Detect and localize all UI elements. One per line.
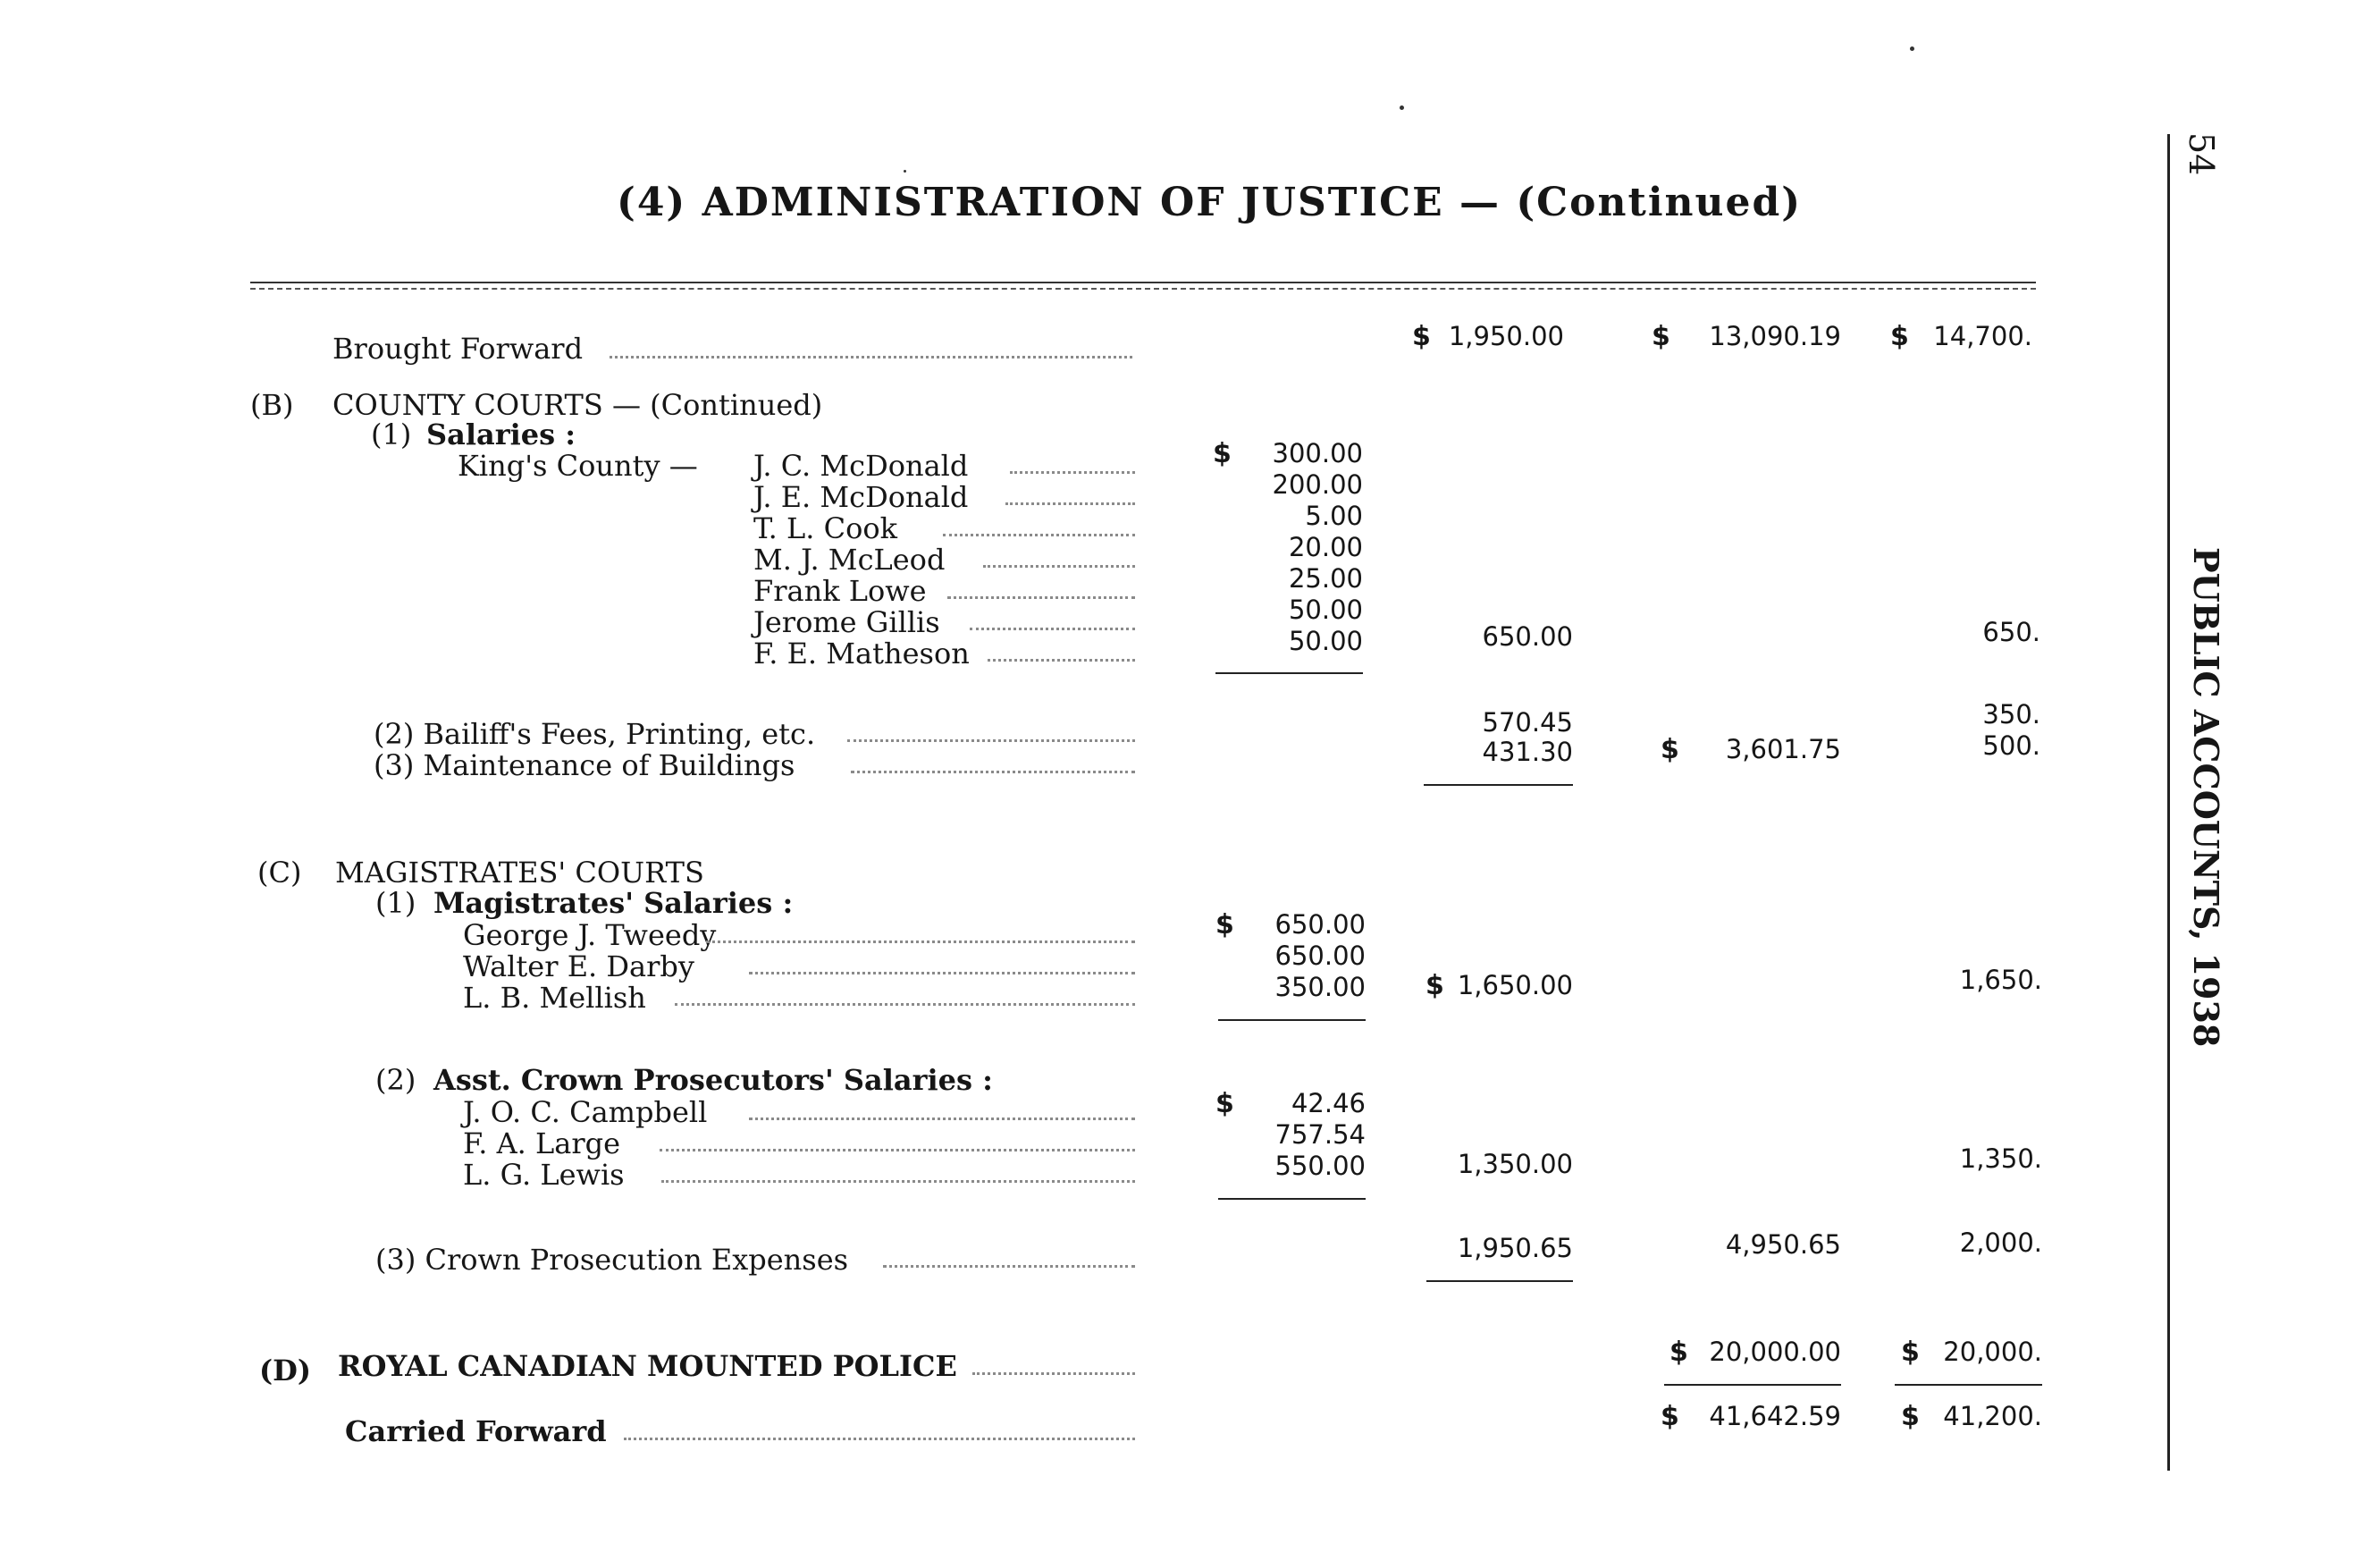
magistrate-amount: 650.00: [1274, 909, 1366, 940]
dollar-sign: $: [1213, 438, 1232, 469]
maintenance-amount: 431.30: [1482, 737, 1573, 767]
salary-name: J. C. McDonald: [753, 449, 969, 483]
dot-leader: [943, 534, 1135, 536]
dot-leader: [972, 1372, 1135, 1375]
section-d-letter: (D): [259, 1354, 312, 1388]
prosecutor-amount: 757.54: [1274, 1119, 1366, 1150]
section-b-sub1-title: Salaries :: [426, 418, 576, 451]
ink-speck: [1910, 46, 1914, 51]
prosecution-expenses-label: (3) Crown Prosecution Expenses: [375, 1243, 849, 1277]
section-b-total: 3,601.75: [1725, 734, 1841, 764]
dot-leader: [706, 940, 1135, 943]
magistrate-amount: 650.00: [1274, 940, 1366, 971]
salary-name: M. J. McLeod: [753, 543, 946, 577]
salary-name: Jerome Gillis: [753, 605, 940, 639]
dot-leader: [851, 771, 1135, 773]
magistrate-amount: 350.00: [1274, 972, 1366, 1002]
dot-leader: [661, 1180, 1135, 1183]
salary-amount: 50.00: [1288, 626, 1363, 656]
salaries-estimate: 650.: [1982, 617, 2040, 647]
header-rule-bottom: [250, 288, 2036, 290]
dot-leader: [675, 1003, 1135, 1006]
dollar-sign: $: [1652, 321, 1670, 352]
dollar-sign: $: [1901, 1401, 1920, 1432]
dot-leader: [988, 659, 1135, 662]
maintenance-label: (3) Maintenance of Buildings: [374, 748, 795, 782]
dot-leader: [947, 596, 1135, 599]
running-head: PUBLIC ACCOUNTS, 1938: [2186, 547, 2226, 1048]
dollar-sign: $: [1215, 1088, 1234, 1119]
brought-forward-col4: 14,700.: [1933, 321, 2032, 351]
subtotal-rule: [1424, 784, 1573, 786]
dot-leader: [660, 1149, 1135, 1151]
dollar-sign: $: [1901, 1337, 1920, 1368]
salary-amount: 50.00: [1288, 595, 1363, 625]
ink-speck: [1400, 105, 1404, 110]
section-d-title: ROYAL CANADIAN MOUNTED POLICE: [338, 1349, 957, 1383]
salary-name: Frank Lowe: [753, 574, 927, 608]
dot-leader: [1010, 471, 1135, 474]
salary-amount: 25.00: [1288, 563, 1363, 594]
magistrates-estimate: 1,650.: [1959, 965, 2042, 995]
dot-leader: [847, 739, 1135, 742]
section-c-sub2-num: (2): [375, 1063, 416, 1097]
page-number: 54: [2182, 132, 2221, 176]
salary-name: J. E. McDonald: [753, 480, 969, 514]
section-c-sub1-num: (1): [375, 886, 416, 920]
dollar-sign: $: [1215, 909, 1234, 940]
dot-leader: [610, 356, 1132, 358]
page-title: (4) ADMINISTRATION OF JUSTICE — (Continued): [617, 180, 1803, 225]
salaries-total: 650.00: [1482, 621, 1573, 652]
subtotal-rule: [1218, 1019, 1366, 1021]
section-b-letter: (B): [250, 388, 294, 422]
subtotal-rule: [1215, 672, 1363, 674]
prosecutors-total: 1,350.00: [1457, 1149, 1573, 1179]
prosecutor-name: J. O. C. Campbell: [463, 1095, 708, 1129]
margin-rule: [2167, 134, 2170, 1471]
prosecutor-amount: 550.00: [1274, 1151, 1366, 1181]
header-rule-top: [250, 282, 2036, 283]
dollar-sign: $: [1412, 321, 1431, 352]
section-d-amount: 20,000.00: [1709, 1337, 1841, 1367]
salary-amount: 200.00: [1272, 469, 1363, 500]
section-c-sub2-title: Asst. Crown Prosecutors' Salaries :: [433, 1063, 993, 1097]
dot-leader: [983, 565, 1135, 568]
prosecution-expenses-estimate: 2,000.: [1959, 1227, 2042, 1258]
county-label: King's County —: [458, 449, 698, 483]
bailiff-fees-label: (2) Bailiff's Fees, Printing, etc.: [374, 717, 816, 751]
bailiff-fees-amount: 570.45: [1482, 707, 1573, 738]
magistrates-total: 1,650.00: [1457, 970, 1573, 1000]
dollar-sign: $: [1661, 1401, 1679, 1432]
magistrate-name: L. B. Mellish: [463, 981, 646, 1015]
section-d-estimate: 20,000.: [1943, 1337, 2042, 1367]
prosecutor-name: L. G. Lewis: [463, 1158, 625, 1192]
dot-leader: [624, 1438, 1135, 1440]
dot-leader: [883, 1265, 1135, 1268]
brought-forward-col2: 1,950.00: [1448, 321, 1564, 351]
magistrate-name: George J. Tweedy: [463, 918, 717, 952]
section-b-sub1-num: (1): [371, 418, 412, 451]
carried-forward-col3: 41,642.59: [1709, 1401, 1841, 1431]
dot-leader: [749, 1118, 1135, 1120]
prosecutors-estimate: 1,350.: [1959, 1143, 2042, 1174]
section-c-sub1-title: Magistrates' Salaries :: [433, 886, 794, 920]
total-rule: [1895, 1384, 2042, 1386]
maintenance-estimate: 500.: [1982, 730, 2040, 761]
brought-forward-label: Brought Forward: [332, 332, 584, 366]
subtotal-rule: [1426, 1280, 1573, 1282]
dollar-sign: $: [1890, 321, 1909, 352]
dot-leader: [1005, 502, 1135, 505]
dollar-sign: $: [1669, 1337, 1688, 1368]
carried-forward-col4: 41,200.: [1943, 1401, 2042, 1431]
salary-amount: 300.00: [1272, 438, 1363, 468]
subtotal-rule: [1218, 1198, 1366, 1200]
dollar-sign: $: [1425, 970, 1444, 1001]
prosecution-expenses-amount: 1,950.65: [1457, 1233, 1573, 1263]
salary-name: T. L. Cook: [753, 511, 897, 545]
section-c-total: 4,950.65: [1725, 1229, 1841, 1260]
prosecutor-name: F. A. Large: [463, 1126, 621, 1160]
dot-leader: [970, 628, 1135, 630]
brought-forward-col3: 13,090.19: [1709, 321, 1841, 351]
dollar-sign: $: [1661, 734, 1679, 765]
section-c-title: MAGISTRATES' COURTS: [335, 856, 704, 890]
carried-forward-label: Carried Forward: [345, 1414, 607, 1448]
dot-leader: [749, 972, 1135, 974]
salary-amount: 5.00: [1305, 501, 1363, 531]
bailiff-fees-estimate: 350.: [1982, 699, 2040, 730]
prosecutor-amount: 42.46: [1291, 1088, 1366, 1118]
section-b-title: COUNTY COURTS — (Continued): [332, 388, 823, 422]
salary-name: F. E. Matheson: [753, 637, 970, 671]
salary-amount: 20.00: [1288, 532, 1363, 562]
magistrate-name: Walter E. Darby: [463, 949, 694, 983]
total-rule: [1664, 1384, 1841, 1386]
section-c-letter: (C): [257, 856, 302, 890]
ink-speck: [904, 170, 906, 173]
